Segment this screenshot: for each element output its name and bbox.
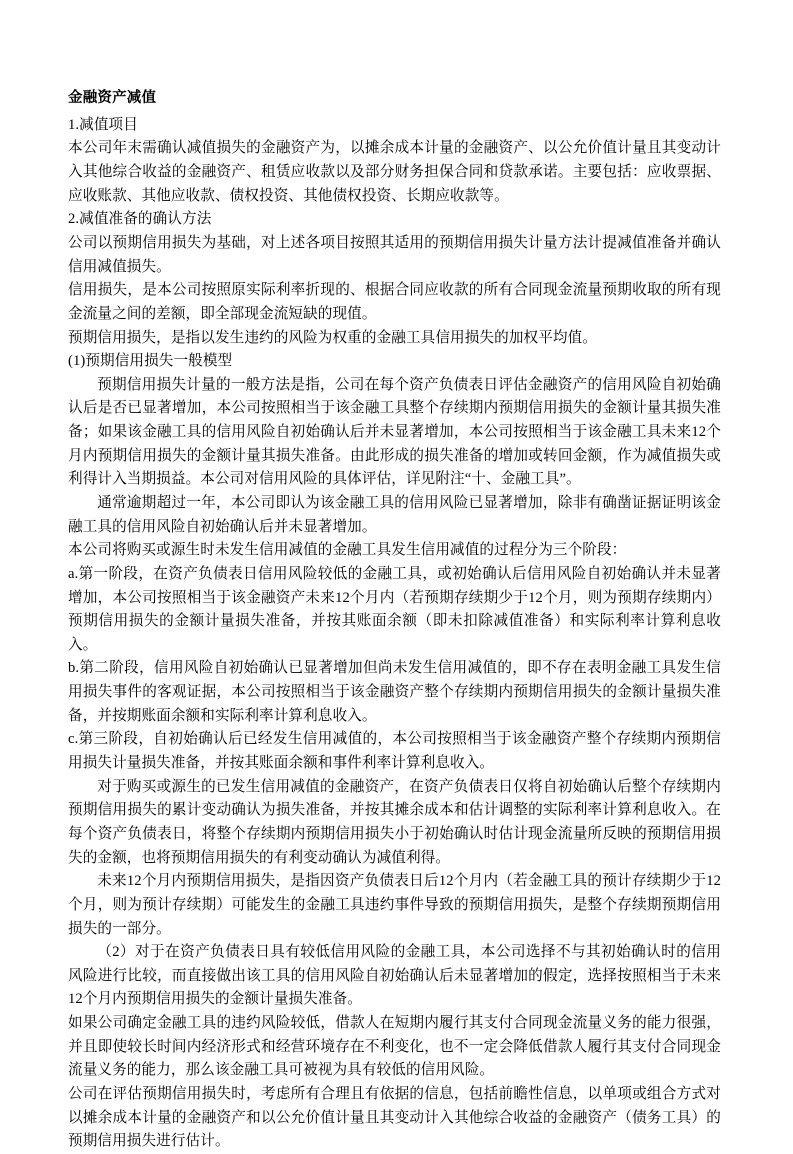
paragraph-16: （2）对于在资产负债表日具有较低信用风险的金融工具，本公司选择不与其初始确认时的信用风险进行比较，而直接做出该工具的信用风险自初始确认后未显著增加的假定，选择按照相当于未来12个月内预期信用损失的金额计量损失准备。 [68,944,721,1008]
paragraph-8: 预期信用损失计量的一般方法是指，公司在每个资产负债表日评估金融资产的信用风险自初始确认后是否已显著增加，本公司按照相当于该金融工具整个存续期内预期信用损失的金额计量其损失准备；如果该金融工具的信用风险自初始确认后并未显著增加，本公司按照相当于该金融工具未来12个月内预期信用损失的金额计量其损失准备。由此形成的损失准备的增加或转回金额，作为减值损失或利得计入当期损益。本公司对信用风险的具体评估，详见附注“十、金融工具”。 [68,376,721,488]
paragraph-3: 2.减值准备的确认方法 [68,211,212,228]
paragraph-13: c.第三阶段，自初始确认后已经发生信用减值的，本公司按照相当于该金融资产整个存续期内预期信用损失计量损失准备，并按其账面余额和事件利率计算利息收入。 [68,731,721,772]
paragraph-15: 未来12个月内预期信用损失，是指因资产负债表日后12个月内（若金融工具的预计存续期少于12个月，则为预计存续期）可能发生的金融工具违约事件导致的预期信用损失，是整个存续期预期信用损失的一部分。 [68,873,721,937]
paragraph-12: b.第二阶段，信用风险自初始确认已显著增加但尚未发生信用减值的，即不存在表明金融工具发生信用损失事件的客观证据，本公司按照相当于该金融资产整个存续期内预期信用损失的金额计量损失准备，并按期账面余额和实际利率计算利息收入。 [68,660,721,724]
paragraph-6: 预期信用损失，是指以发生违约的风险为权重的金融工具信用损失的加权平均值。 [68,329,597,346]
paragraph-5: 信用损失，是本公司按照原实际利率折现的、根据合同应收款的所有合同现金流量预期收取的所有现金流量之间的差额，即全部现金流短缺的现值。 [68,282,721,322]
page-title: 金融资产减值 [68,90,157,106]
paragraph-9: 通常逾期超过一年，本公司即认为该金融工具的信用风险已显著增加，除非有确凿证据证明该金融工具的信用风险自初始确认后并未显著增加。 [68,495,721,535]
paragraph-17: 如果公司确定金融工具的违约风险较低，借款人在短期内履行其支付合同现金流量义务的能力很强，并且即使较长时间内经济形式和经营环境存在不利变化，也不一定会降低借款人履行其支付合同现金流量义务的能力，那么该金融工具可被视为具有较低的信用风险。 [68,1015,721,1079]
paragraph-4: 公司以预期信用损失为基础，对上述各项目按照其适用的预期信用损失计量方法计提减值准备并确认信用减值损失。 [68,234,721,275]
paragraph-1: 1.减值项目 [68,116,138,133]
paragraph-7: (1)预期信用损失一般模型 [68,353,233,370]
document-body [68,114,721,1154]
paragraph-14: 对于购买或源生的已发生信用减值的金融资产，在资产负债表日仅将自初始确认后整个存续期内预期信用损失的累计变动确认为损失准备，并按其摊余成本和估计调整的实际利率计算利息收入。在每个资产负债表日，将整个存续期内预期信用损失小于初始确认时估计现金流量所反映的预期信用损失的金额，也将预期信用损失的有利变动确认为减值利得。 [68,778,721,866]
paragraph-11: a.第一阶段，在资产负债表日信用风险较低的金融工具，或初始确认后信用风险自初始确认并未显著增加，本公司按照相当于该金融资产未来12个月内（若预期存续期少于12个月，则为预期存续期内）预期信用损失的金额计量损失准备，并按其账面余额（即未扣除减值准备）和实际利率计算利息收入。 [68,565,721,653]
paragraph-10: 本公司将购买或源生时未发生信用减值的金融工具发生信用减值的过程分为三个阶段： [68,542,627,559]
paragraph-2: 本公司年末需确认减值损失的金融资产为，以摊余成本计量的金融资产、以公允价值计量且其变动计入其他综合收益的金融资产、租赁应收款以及部分财务担保合同和贷款承诺。主要包括：应收票据、应收账款、其他应收款、债权投资、其他债权投资、长期应收款等。 [68,140,721,204]
paragraph-18: 公司在评估预期信用损失时，考虑所有合理且有依据的信息，包括前瞻性信息，以单项或组合方式对以摊余成本计量的金融资产和以公允价值计量且其变动计入其他综合收益的金融资产（债务工具）的预期信用损失进行估计。 [68,1086,721,1150]
